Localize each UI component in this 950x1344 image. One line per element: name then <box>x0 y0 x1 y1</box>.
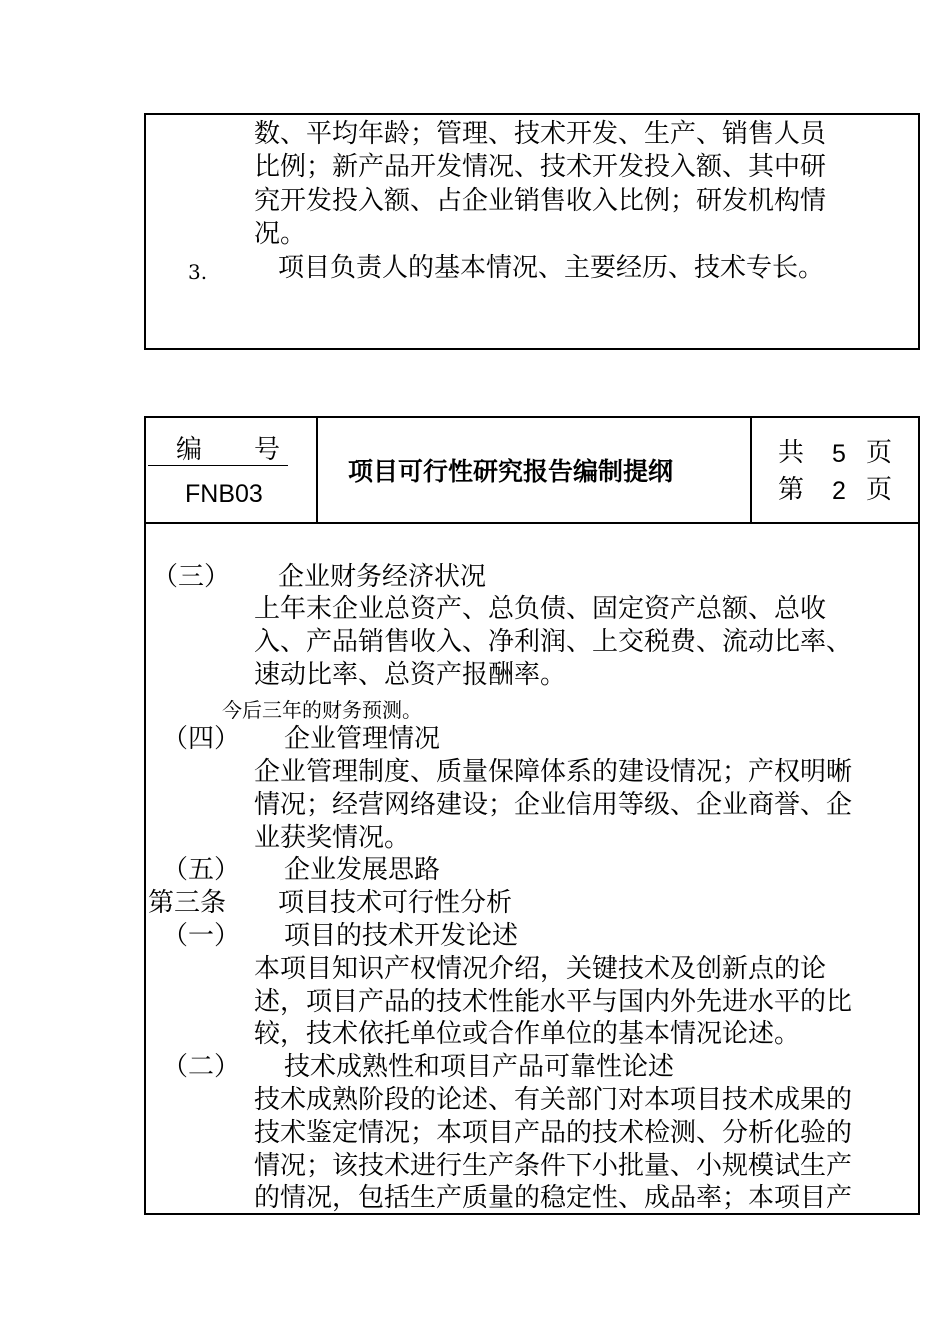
top-line-1: 数、平均年龄；管理、技术开发、生产、销售人员 <box>254 119 827 149</box>
section-3-number: （三） <box>152 562 231 592</box>
current-page-label: 第 <box>778 475 805 505</box>
section-4-line-2: 情况；经营网络建设；企业信用等级、企业商誉、企 <box>254 790 853 820</box>
section-5-number: （五） <box>162 855 241 885</box>
section-5-title: 企业发展思路 <box>284 855 441 885</box>
subsection-2-title: 技术成熟性和项目产品可靠性论述 <box>284 1052 675 1082</box>
total-pages-label: 共 <box>778 438 805 468</box>
section-3-line-1: 上年末企业总资产、总负债、固定资产总额、总收 <box>254 594 827 624</box>
subsection-1-title: 项目的技术开发论述 <box>284 921 519 951</box>
code-label: 编 号 <box>176 435 281 465</box>
article-3-title: 项目技术可行性分析 <box>278 888 513 918</box>
subsection-1-line-2: 述，项目产品的技术性能水平与国内外先进水平的比 <box>254 987 853 1017</box>
item-3-text: 项目负责人的基本情况、主要经历、技术专长。 <box>278 253 825 283</box>
header-divider-left <box>316 416 318 524</box>
current-page-value: 2 <box>832 477 846 505</box>
section-3-title: 企业财务经济状况 <box>278 562 487 592</box>
subsection-2-line-2: 技术鉴定情况；本项目产品的技术检测、分析化验的 <box>254 1118 853 1148</box>
current-page-unit: 页 <box>866 475 893 505</box>
financial-forecast-note: 今后三年的财务预测。 <box>222 698 422 722</box>
section-3-line-3: 速动比率、总资产报酬率。 <box>254 660 567 690</box>
subsection-1-line-3: 较，技术依托单位或合作单位的基本情况论述。 <box>254 1019 801 1049</box>
section-4-line-3: 业获奖情况。 <box>254 823 411 853</box>
subsection-2-line-4: 的情况，包括生产质量的稳定性、成品率；本项目产 <box>254 1183 853 1213</box>
total-pages-unit: 页 <box>866 438 893 468</box>
code-value: FNB03 <box>185 480 263 508</box>
subsection-2-line-3: 情况；该技术进行生产条件下小批量、小规模试生产 <box>254 1151 853 1181</box>
top-line-4: 况。 <box>254 219 307 249</box>
item-3-number: 3. <box>188 260 208 284</box>
total-pages-value: 5 <box>832 440 846 468</box>
header-divider-right <box>750 416 752 524</box>
section-4-line-1: 企业管理制度、质量保障体系的建设情况；产权明晰 <box>254 757 853 787</box>
section-3-line-2: 入、产品销售收入、净利润、上交税费、流动比率、 <box>254 627 853 657</box>
top-line-3: 究开发投入额、占企业销售收入比例；研发机构情 <box>254 186 827 216</box>
subsection-2-number: （二） <box>162 1052 241 1082</box>
subsection-2-line-1: 技术成熟阶段的论述、有关部门对本项目技术成果的 <box>254 1085 853 1115</box>
section-4-title: 企业管理情况 <box>284 724 441 754</box>
document-title: 项目可行性研究报告编制提纲 <box>348 457 674 486</box>
article-3-number: 第三条 <box>148 888 227 918</box>
top-line-2: 比例；新产品开发情况、技术开发投入额、其中研 <box>254 152 827 182</box>
section-4-number: （四） <box>162 724 241 754</box>
subsection-1-line-1: 本项目知识产权情况介绍，关键技术及创新点的论 <box>254 954 827 984</box>
subsection-1-number: （一） <box>162 921 241 951</box>
header-bottom-rule <box>144 522 920 524</box>
